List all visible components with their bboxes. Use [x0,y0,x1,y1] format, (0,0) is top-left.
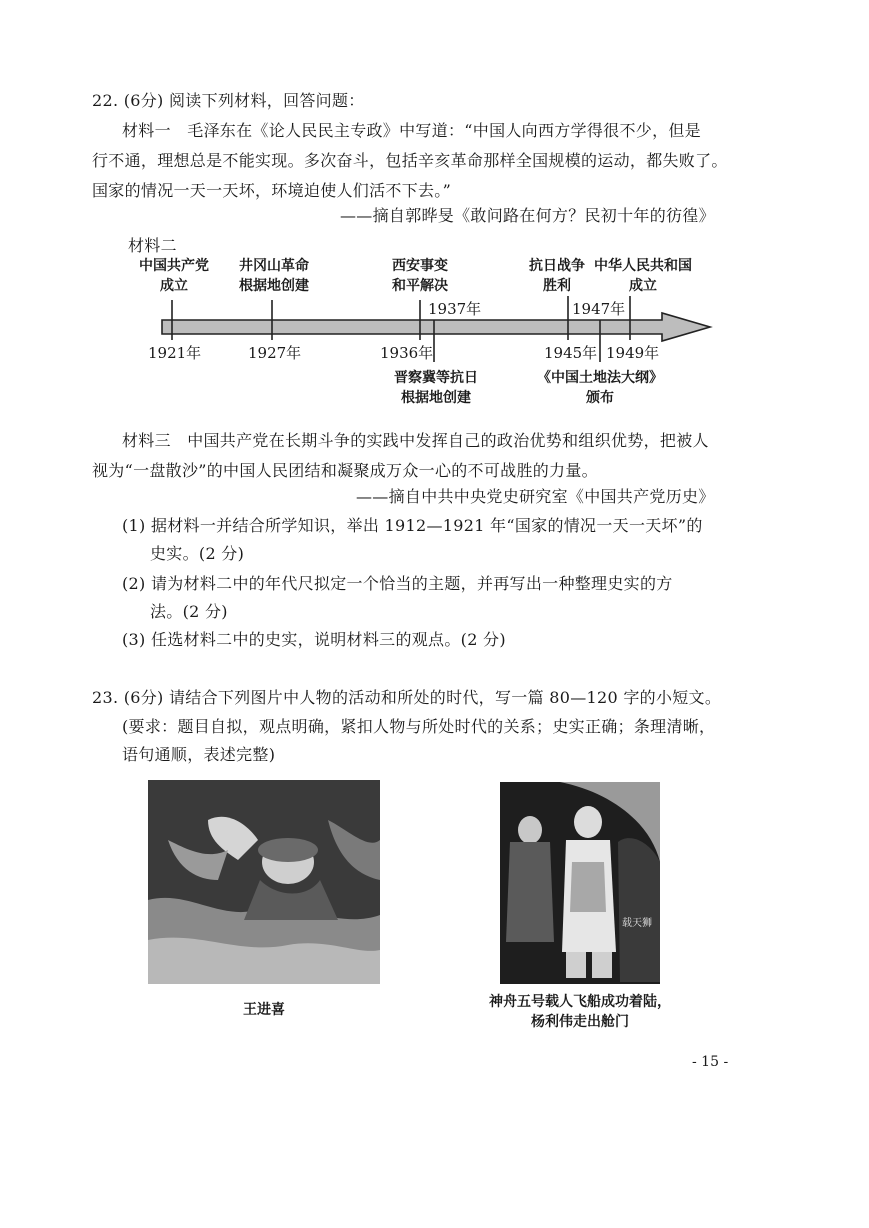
event-prc-founded: 中华人民共和国 成立 [594,258,692,294]
q22-header: 22. (6分) 阅读下列材料，回答问题： [92,91,365,110]
subquestion-1-line2: 史实。(2 分) [150,544,245,563]
material3-line2: 视为“一盘散沙”的中国人民团结和凝聚成万众一心的不可战胜的力量。 [92,461,598,480]
material1-line1: 材料一 毛泽东在《论人民民主专政》中写道：“中国人向西方学得很不少，但是 [122,121,701,140]
subquestion-3: (3) 任选材料二中的史实，说明材料三的观点。(2 分) [122,630,506,649]
year-1947: 1947年 [572,300,626,318]
event-jinchaji: 晋察冀等抗日 根据地创建 [394,370,478,406]
subquestion-2-line2: 法。(2 分) [150,602,228,621]
q23-requirement-line2: 语句通顺，表述完整) [122,745,276,764]
event-war-victory: 抗日战争 胜利 [529,258,585,294]
year-1937: 1937年 [428,300,482,318]
photo-yang-liwei-text: 载天狮 [622,918,652,929]
event-cpc-founded: 中国共产党 成立 [139,258,209,294]
year-1945: 1945年 [544,344,598,362]
photo-yang-liwei [500,782,660,984]
material3-source: ——摘自中共中央党史研究室《中国共产党历史》 [356,487,715,506]
q23-requirement-line1: (要求：题目自拟，观点明确，紧扣人物与所处时代的关系；史实正确；条理清晰， [122,717,716,736]
material1-source: ——摘自郭晔旻《敢问路在何方？民初十年的彷徨》 [340,206,715,225]
event-jinggangshan: 井冈山革命 根据地创建 [239,258,309,294]
page-number: - 15 - [692,1054,729,1070]
photo-wang-jinxi [148,780,380,984]
year-1927: 1927年 [248,344,302,362]
material3-line1: 材料三 中国共产党在长期斗争的实践中发挥自己的政治优势和组织优势，把被人 [122,431,709,450]
year-1921: 1921年 [148,344,202,362]
material2-label: 材料二 [128,236,177,255]
photo-yang-liwei-caption: 神舟五号载人飞船成功着陆， 杨利伟走出舱门 [489,994,671,1030]
year-1936: 1936年 [380,344,434,362]
material1-line3: 国家的情况一天一天坏，环境迫使人们活不下去。” [92,181,452,200]
material1-line2: 行不通，理想总是不能实现。多次奋斗，包括辛亥革命那样全国规模的运动，都失败了。 [92,151,728,170]
event-xian-incident: 西安事变 和平解决 [392,258,448,294]
year-1949: 1949年 [606,344,660,362]
q23-header: 23. (6分) 请结合下列图片中人物的活动和所处的时代，写一篇 80—120 字的小短文。 [92,688,722,707]
photo-wang-jinxi-caption: 王进喜 [243,1002,285,1018]
timeline [0,0,869,420]
subquestion-2-line1: (2) 请为材料二中的年代尺拟定一个恰当的主题，并再写出一种整理史实的方 [122,574,673,593]
event-land-law: 《中国土地法大纲》 颁布 [537,370,663,406]
timeline-arrow [0,0,869,420]
subquestion-1-line1: (1) 据材料一并结合所学知识，举出 1912—1921 年“国家的情况一天一天坏”的 [122,516,703,535]
